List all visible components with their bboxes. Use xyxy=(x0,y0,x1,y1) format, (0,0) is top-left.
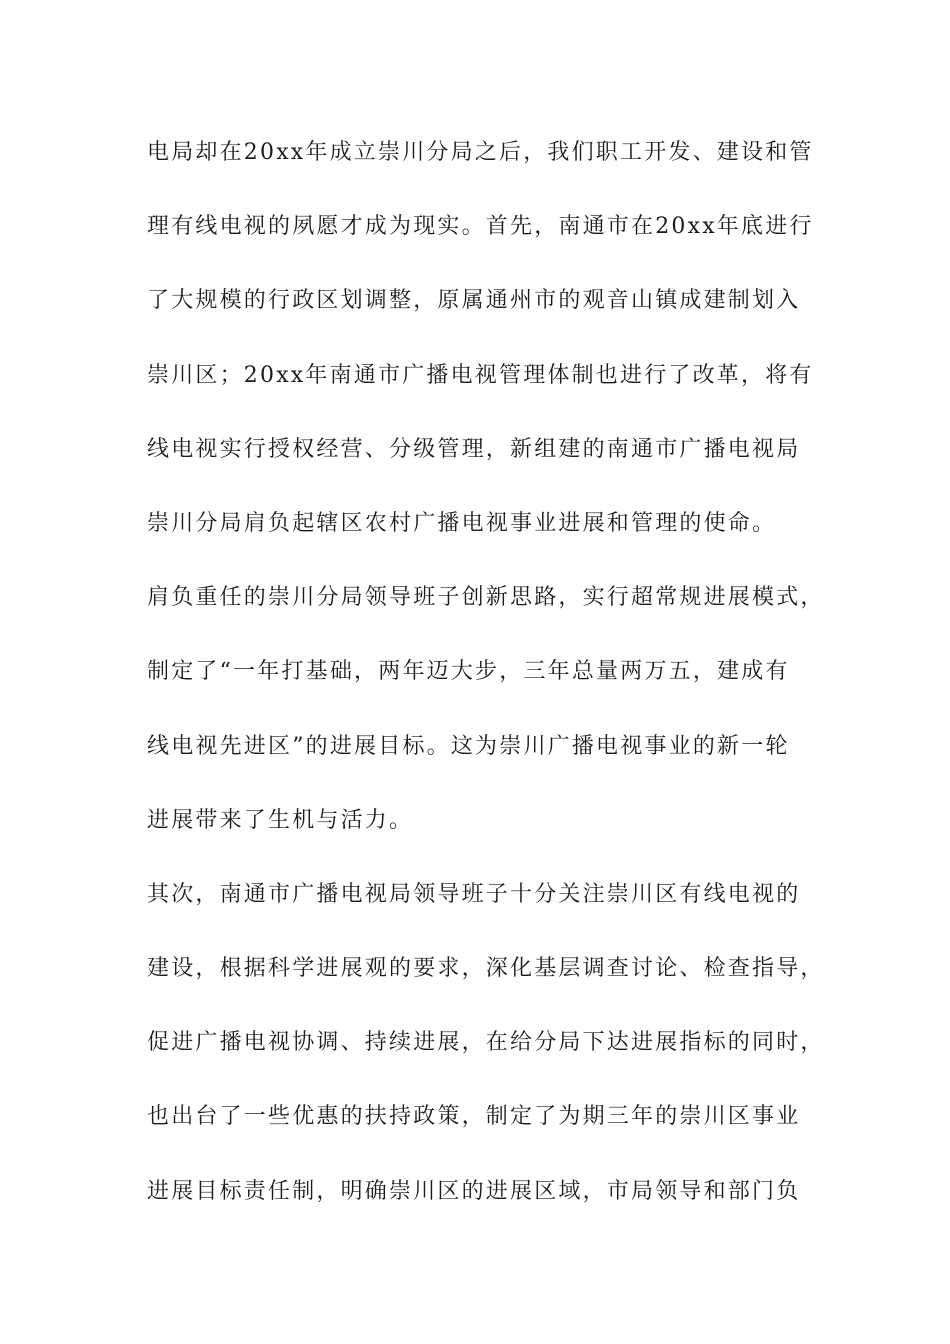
text-line: 制定了“一年打基础，两年迈大步，三年总量两万五，建成有 xyxy=(147,659,790,685)
text-line: 肩负重任的崇川分局领导班子创新思路，实行超常规进展模式， xyxy=(147,585,825,611)
text-line: 也出台了一些优惠的扶持政策，制定了为期三年的崇川区事业 xyxy=(147,1104,801,1130)
text-line: 崇川分局肩负起辖区农村广播电视事业进展和管理的使命。 xyxy=(147,510,777,536)
text-line: 崇川区；20xx年南通市广播电视管理体制也进行了改革，将有 xyxy=(147,362,814,388)
text-line: 建设，根据科学进展观的要求，深化基层调查讨论、检查指导， xyxy=(147,956,825,982)
body-text xyxy=(147,130,827,1243)
text-line: 电局却在20xx年成立崇川分局之后，我们职工开发、建设和管 xyxy=(147,140,814,165)
text-line: 理有线电视的夙愿才成为现实。首先，南通市在20xx年底进行 xyxy=(147,214,814,240)
text-line: 其次，南通市广播电视局领导班子十分关注崇川区有线电视的 xyxy=(147,881,801,907)
text-line: 线电视实行授权经营、分级管理，新组建的南通市广播电视局 xyxy=(147,436,801,462)
text-line: 进展目标责任制，明确崇川区的进展区域，市局领导和部门负 xyxy=(147,1178,801,1204)
text-line: 线电视先进区”的进展目标。这为崇川广播电视事业的新一轮 xyxy=(147,733,790,759)
text-line: 进展带来了生机与活力。 xyxy=(147,807,414,833)
text-line: 促进广播电视协调、持续进展，在给分局下达进展指标的同时， xyxy=(147,1030,825,1056)
text-line: 了大规模的行政区划调整，原属通州市的观音山镇成建制划入 xyxy=(147,288,801,314)
